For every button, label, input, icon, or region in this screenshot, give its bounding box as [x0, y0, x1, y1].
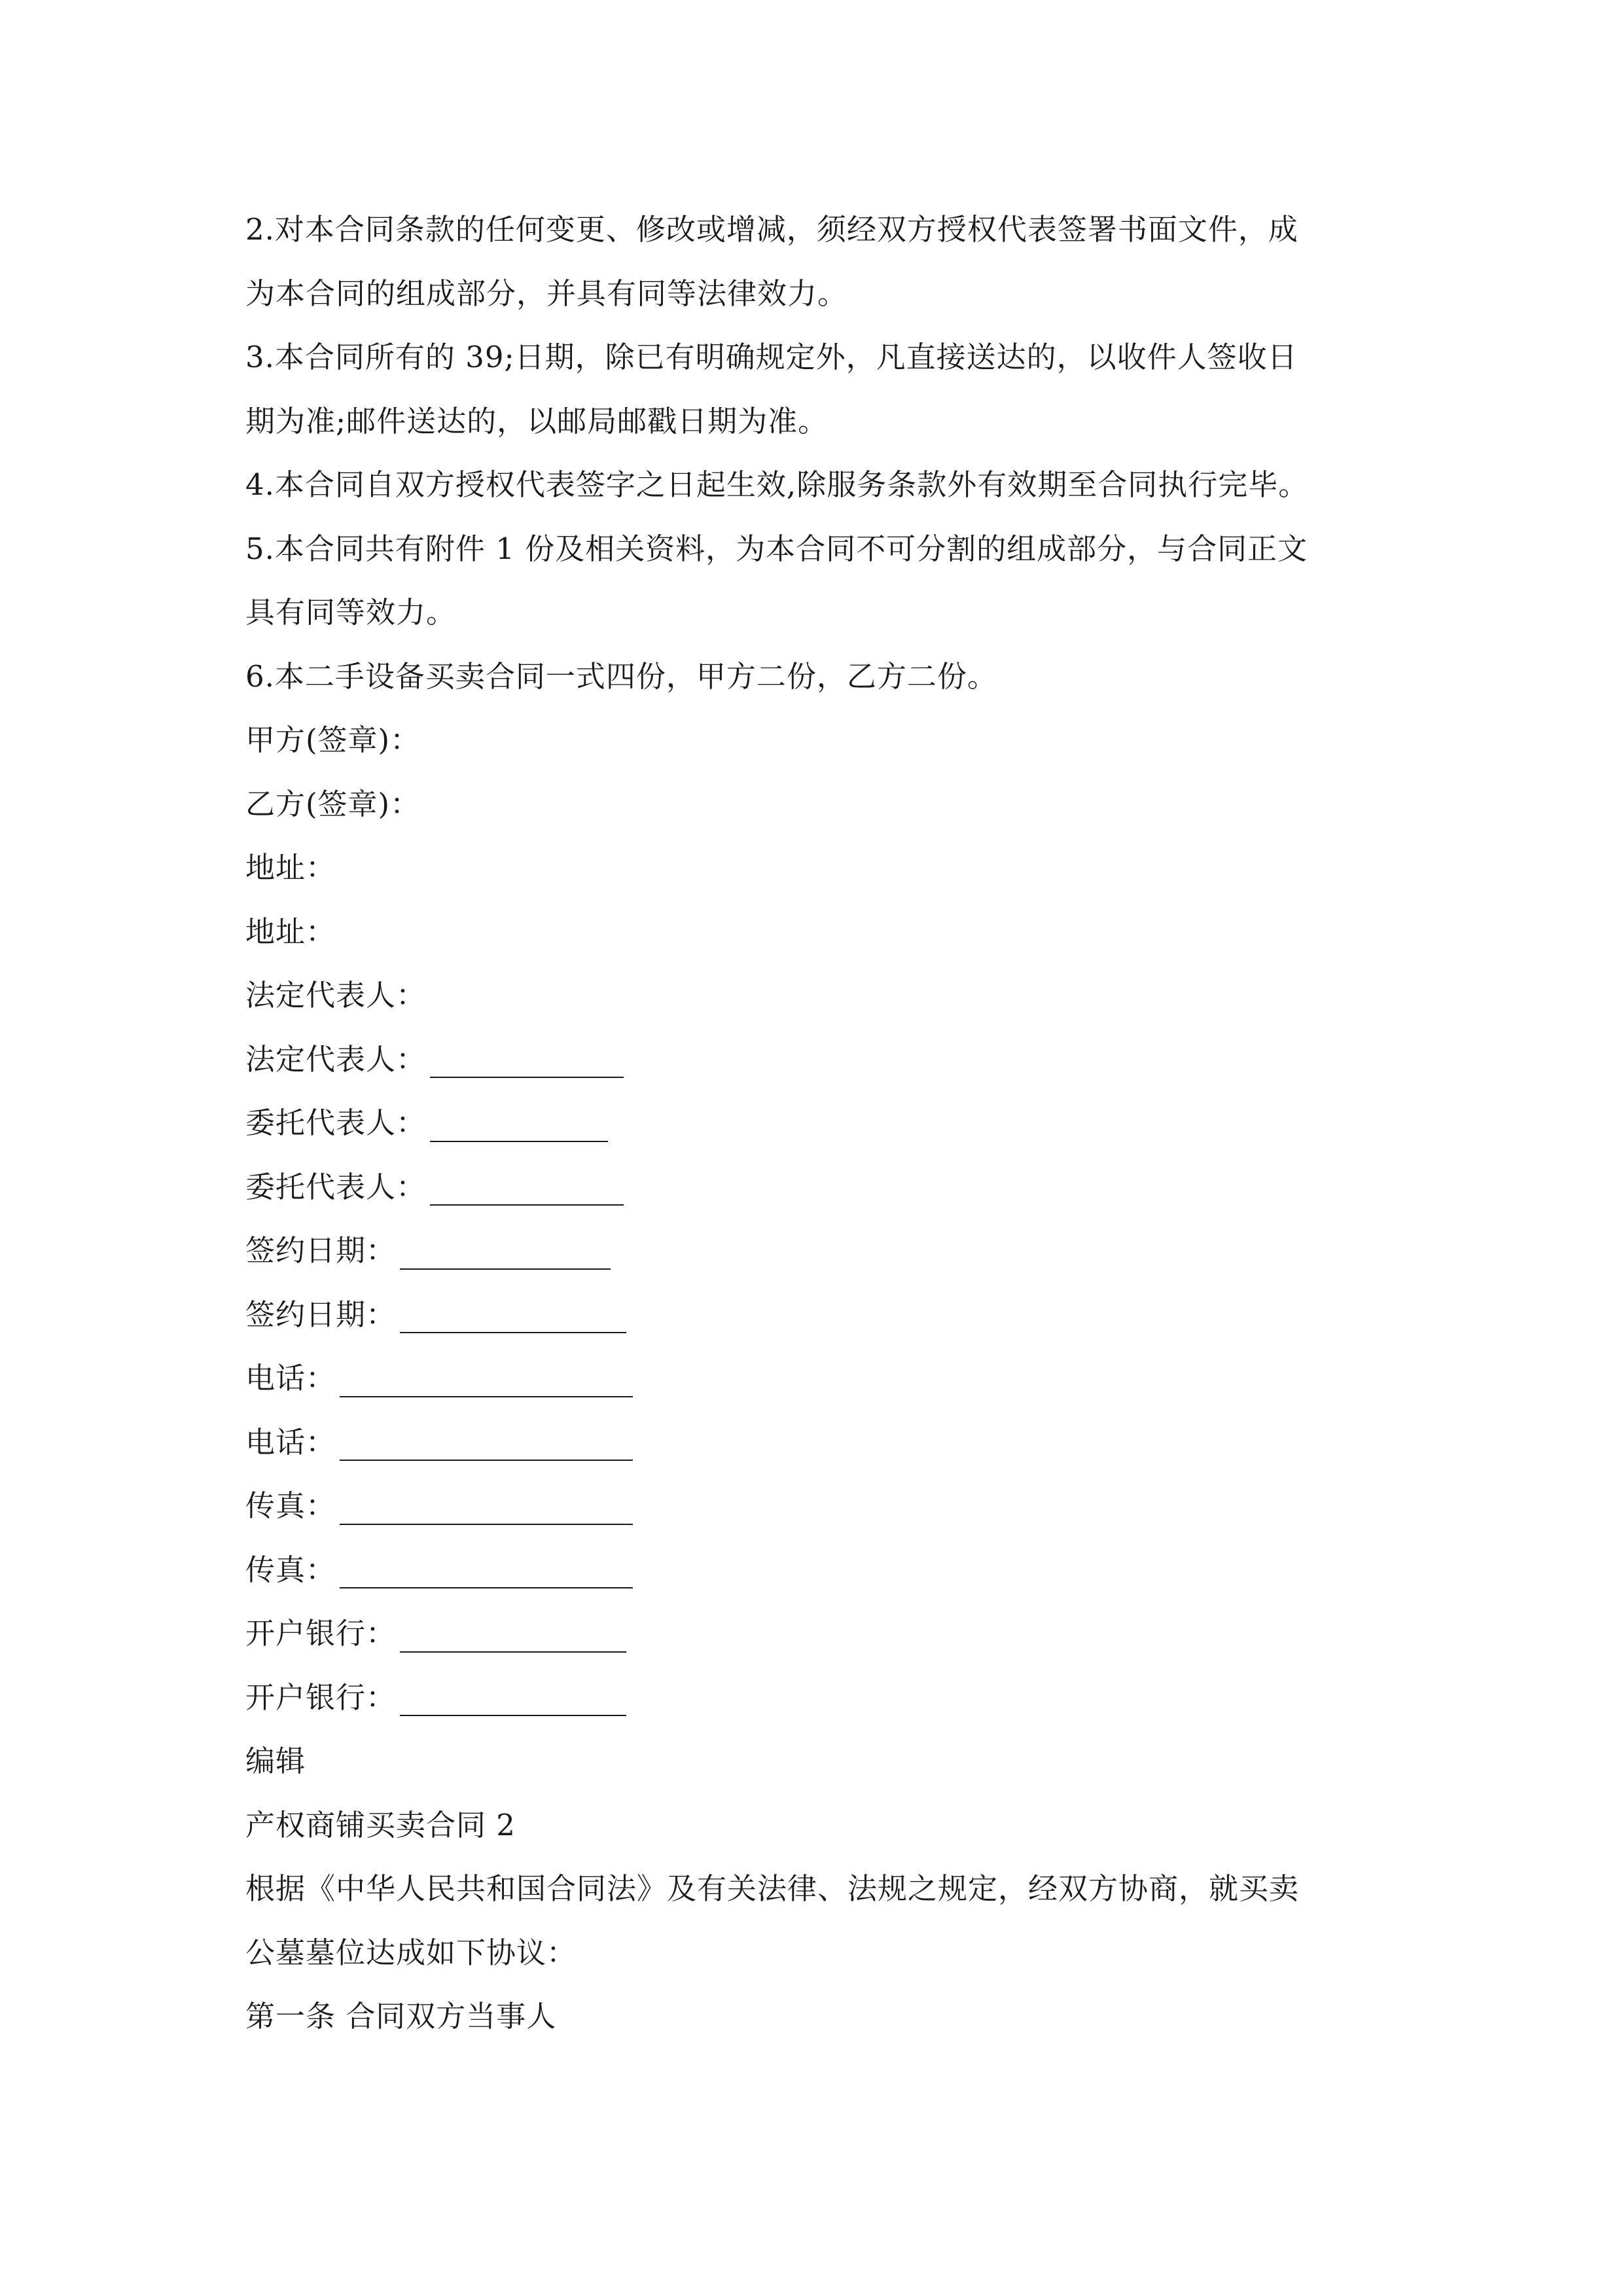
- sign-date-b-blank[interactable]: [400, 1295, 626, 1333]
- phone-a-field: [245, 1346, 1384, 1410]
- clause-5-line-2: 具有同等效力。: [245, 595, 457, 630]
- proxy-rep-b-label: 委托代表人：: [245, 1169, 427, 1204]
- proxy-rep-a-label: 委托代表人：: [245, 1105, 427, 1140]
- bank-a-label: 开户银行：: [245, 1616, 397, 1651]
- proxy-rep-b-blank[interactable]: [430, 1168, 624, 1206]
- contract-2-intro-line-2: 公墓墓位达成如下协议：: [245, 1935, 577, 1970]
- party-b-seal-label: 乙方(签章)：: [245, 786, 421, 821]
- fax-a-label: 传真：: [245, 1488, 336, 1523]
- fax-b-blank[interactable]: [340, 1551, 633, 1588]
- sign-date-a-blank[interactable]: [400, 1232, 611, 1270]
- address-b-label: 地址：: [245, 914, 336, 949]
- fax-a-field: [245, 1474, 1384, 1538]
- legal-rep-b-label: 法定代表人：: [245, 1041, 427, 1077]
- bank-b-field: [245, 1666, 1384, 1730]
- legal-rep-b-field: [245, 1028, 1384, 1092]
- contract-2-article-1: 第一条 合同双方当事人: [245, 1999, 557, 2034]
- contract-2-title: 产权商铺买卖合同 2: [245, 1807, 516, 1842]
- phone-b-field: [245, 1410, 1384, 1475]
- proxy-rep-b-field: [245, 1155, 1384, 1219]
- sign-date-a-label: 签约日期：: [245, 1233, 397, 1268]
- document-body: [245, 198, 1384, 2049]
- fax-b-label: 传真：: [245, 1552, 336, 1587]
- legal-rep-a-label: 法定代表人：: [245, 978, 427, 1013]
- party-a-seal-label: 甲方(签章)：: [245, 723, 421, 757]
- phone-a-blank[interactable]: [340, 1359, 633, 1397]
- clause-3-line-1: 3.本合同所有的 39;日期，除已有明确规定外，凡直接送达的，以收件人签收日: [245, 340, 1298, 374]
- bank-a-field: [245, 1602, 1384, 1666]
- phone-b-blank[interactable]: [340, 1423, 633, 1461]
- clause-3-line-2: 期为准;邮件送达的，以邮局邮戳日期为准。: [245, 403, 829, 439]
- bank-a-blank[interactable]: [400, 1615, 626, 1653]
- sign-date-b-field: [245, 1283, 1384, 1347]
- fax-b-field: [245, 1538, 1384, 1602]
- clause-2-line-1: 2.对本合同条款的任何变更、修改或增减，须经双方授权代表签署书面文件，成: [245, 212, 1298, 247]
- clause-2-line-2: 为本合同的组成部分，并具有同等法律效力。: [245, 276, 848, 311]
- phone-a-label: 电话：: [245, 1361, 336, 1395]
- address-a-label: 地址：: [245, 850, 336, 885]
- clause-5-line-1: 5.本合同共有附件 1 份及相关资料，为本合同不可分割的组成部分，与合同正文: [245, 531, 1308, 566]
- contract-2-intro-line-1: 根据《中华人民共和国合同法》及有关法律、法规之规定，经双方协商，就买卖: [245, 1871, 1300, 1906]
- bank-b-blank[interactable]: [400, 1678, 626, 1716]
- fax-a-blank[interactable]: [340, 1487, 633, 1525]
- proxy-rep-a-field: [245, 1091, 1384, 1155]
- phone-b-label: 电话：: [245, 1424, 336, 1460]
- sign-date-a-field: [245, 1219, 1384, 1283]
- clause-6: 6.本二手设备买卖合同一式四份，甲方二份，乙方二份。: [245, 658, 997, 694]
- legal-rep-b-blank[interactable]: [430, 1040, 624, 1078]
- bank-b-label: 开户银行：: [245, 1679, 397, 1715]
- clause-4: 4.本合同自双方授权代表签字之日起生效,除服务条款外有效期至合同执行完毕。: [245, 467, 1309, 502]
- proxy-rep-a-blank[interactable]: [430, 1104, 608, 1142]
- sign-date-b-label: 签约日期：: [245, 1297, 397, 1332]
- edit-label: 编辑: [245, 1744, 306, 1778]
